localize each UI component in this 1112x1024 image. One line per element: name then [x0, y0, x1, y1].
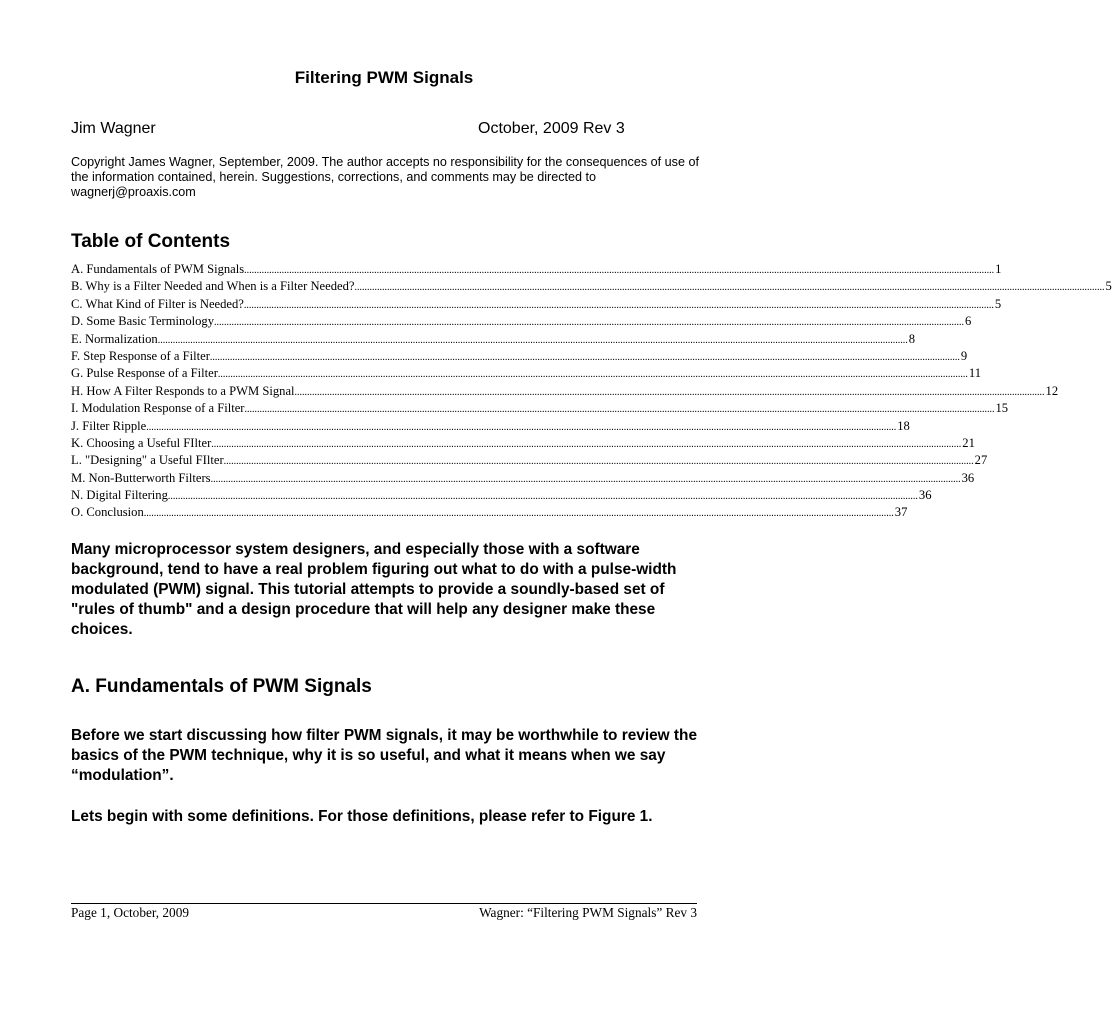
toc-entry-page: 27: [974, 453, 988, 468]
toc-entry-label: K. Choosing a Useful FIlter: [71, 435, 212, 450]
toc-entry[interactable]: [71, 262, 1002, 279]
toc-entry[interactable]: [71, 505, 908, 522]
toc-entry[interactable]: [71, 331, 916, 349]
toc-leader-dots: ............................................................................................................................................................................................................................................................................................................: [244, 404, 995, 416]
toc-entry-label: J. Filter Ripple: [71, 418, 147, 433]
toc-entry-label: C. What Kind of Filter is Needed?: [71, 296, 244, 311]
toc-entry-label: L. "Designing" a Useful FIlter: [71, 453, 224, 468]
copyright-notice: Copyright James Wagner, September, 2009. The author accepts no responsibility for the consequences of use of the information contained, herein. Suggestions, corrections, and comments may be directed to wagnerj@proaxis.com: [71, 155, 699, 199]
toc-entry-page: 37: [894, 505, 908, 520]
intro-paragraph: Many microprocessor system designers, and especially those with a software background, tend to have a real problem figuring out what to do with a pulse-width modulated (PWM) signal. This tutorial attempts to provide a soundly-based set of "rules of thumb" and a design procedure that will help any designer make these choices.: [71, 541, 677, 638]
toc-leader-dots: ............................................................................................................................................................................................................................................................................................................: [143, 508, 894, 520]
toc-entry-label: H. How A Filter Responds to a PWM Signal: [71, 383, 295, 398]
toc-entry-label: I. Modulation Response of a Filter: [71, 401, 245, 416]
toc-entry[interactable]: [71, 401, 1009, 418]
toc-entry[interactable]: [71, 314, 972, 331]
toc-entry-page: 9: [960, 348, 968, 363]
toc-entry-label: F. Step Response of a Filter: [71, 348, 210, 363]
section-heading: A. Fundamentals of PWM Signals: [71, 676, 372, 697]
toc-entry-label: G. Pulse Response of a Filter: [71, 366, 218, 381]
toc-entry-page: 12: [1045, 383, 1059, 398]
toc-entry-label: A. Fundamentals of PWM Signals: [71, 262, 245, 276]
toc-entry-page: 36: [961, 470, 975, 485]
toc-entry[interactable]: [71, 348, 968, 366]
toc-entry[interactable]: [71, 366, 982, 383]
toc-entry-page: 18: [897, 418, 910, 433]
toc-entry-label: N. Digital Filtering: [71, 488, 168, 503]
body-paragraph: Before we start discussing how filter PWM signals, it may be worthwhile to review the basics of the PWM technique, why it is so useful, and what it means when we say “modulation”.: [71, 727, 698, 784]
toc-entry-page: 15: [995, 401, 1009, 416]
toc-entry[interactable]: [71, 296, 1002, 314]
toc-leader-dots: ............................................................................................................................................................................................................................................................................................................: [210, 473, 961, 485]
toc-entry[interactable]: [71, 435, 975, 453]
toc-entry-label: O. Conclusion: [71, 505, 144, 520]
toc-entry-page: 5: [994, 296, 1002, 311]
toc-leader-dots: ............................................................................................................................................................................................................................................................................................................: [223, 456, 974, 468]
toc-leader-dots: ............................................................................................................................................................................................................................................................................................................: [209, 351, 960, 363]
toc-entry-page: 5: [1105, 279, 1112, 294]
document-title: Filtering PWM Signals: [294, 68, 474, 87]
toc-leader-dots: ............................................................................................................................................................................................................................................................................................................: [157, 334, 908, 346]
toc-entry[interactable]: [71, 470, 975, 488]
toc-entry-page: 11: [968, 366, 982, 381]
toc-leader-dots: ............................................................................................................................................................................................................................................................................................................: [243, 299, 994, 311]
toc-leader-dots: ............................................................................................................................................................................................................................................................................................................: [214, 317, 965, 329]
toc-leader-dots: ............................................................................................................................................................................................................................................................................................................: [354, 282, 1105, 294]
toc-entry[interactable]: [71, 418, 910, 436]
author-name: Jim Wagner: [71, 120, 156, 137]
toc-entry[interactable]: [71, 383, 1059, 401]
toc-entry-label: D. Some Basic Terminology: [71, 314, 215, 329]
footer-page-info: Page 1, October, 2009: [71, 905, 190, 920]
toc-heading: Table of Contents: [71, 231, 231, 252]
table-of-contents: [71, 262, 1112, 523]
toc-entry[interactable]: [71, 488, 932, 505]
toc-entry-page: 6: [965, 314, 972, 329]
footer-rule: [71, 903, 697, 904]
toc-leader-dots: ............................................................................................................................................................................................................................................................................................................: [167, 491, 918, 503]
toc-leader-dots: ............................................................................................................................................................................................................................................................................................................: [294, 386, 1045, 398]
document-date: October, 2009 Rev 3: [478, 120, 625, 137]
toc-leader-dots: ............................................................................................................................................................................................................................................................................................................: [244, 265, 995, 276]
toc-entry-label: M. Non-Butterworth Filters: [71, 470, 211, 485]
toc-leader-dots: ............................................................................................................................................................................................................................................................................................................: [146, 421, 897, 433]
toc-entry[interactable]: [71, 453, 988, 470]
toc-entry-page: 8: [908, 331, 916, 346]
toc-entry-page: 21: [962, 435, 975, 450]
toc-entry-page: 36: [918, 488, 932, 503]
toc-entry-label: E. Normalization: [71, 331, 158, 346]
toc-entry-page: 1: [995, 262, 1002, 276]
toc-entry[interactable]: [71, 279, 1112, 296]
toc-leader-dots: ............................................................................................................................................................................................................................................................................................................: [211, 438, 962, 450]
toc-entry-label: B. Why is a Filter Needed and When is a Filter Needed?: [71, 279, 355, 294]
footer-running-title: Wagner: “Filtering PWM Signals” Rev 3: [479, 905, 697, 920]
body-paragraph: Lets begin with some definitions. For those definitions, please refer to Figure 1.: [71, 808, 653, 825]
toc-leader-dots: ............................................................................................................................................................................................................................................................................................................: [217, 369, 968, 381]
